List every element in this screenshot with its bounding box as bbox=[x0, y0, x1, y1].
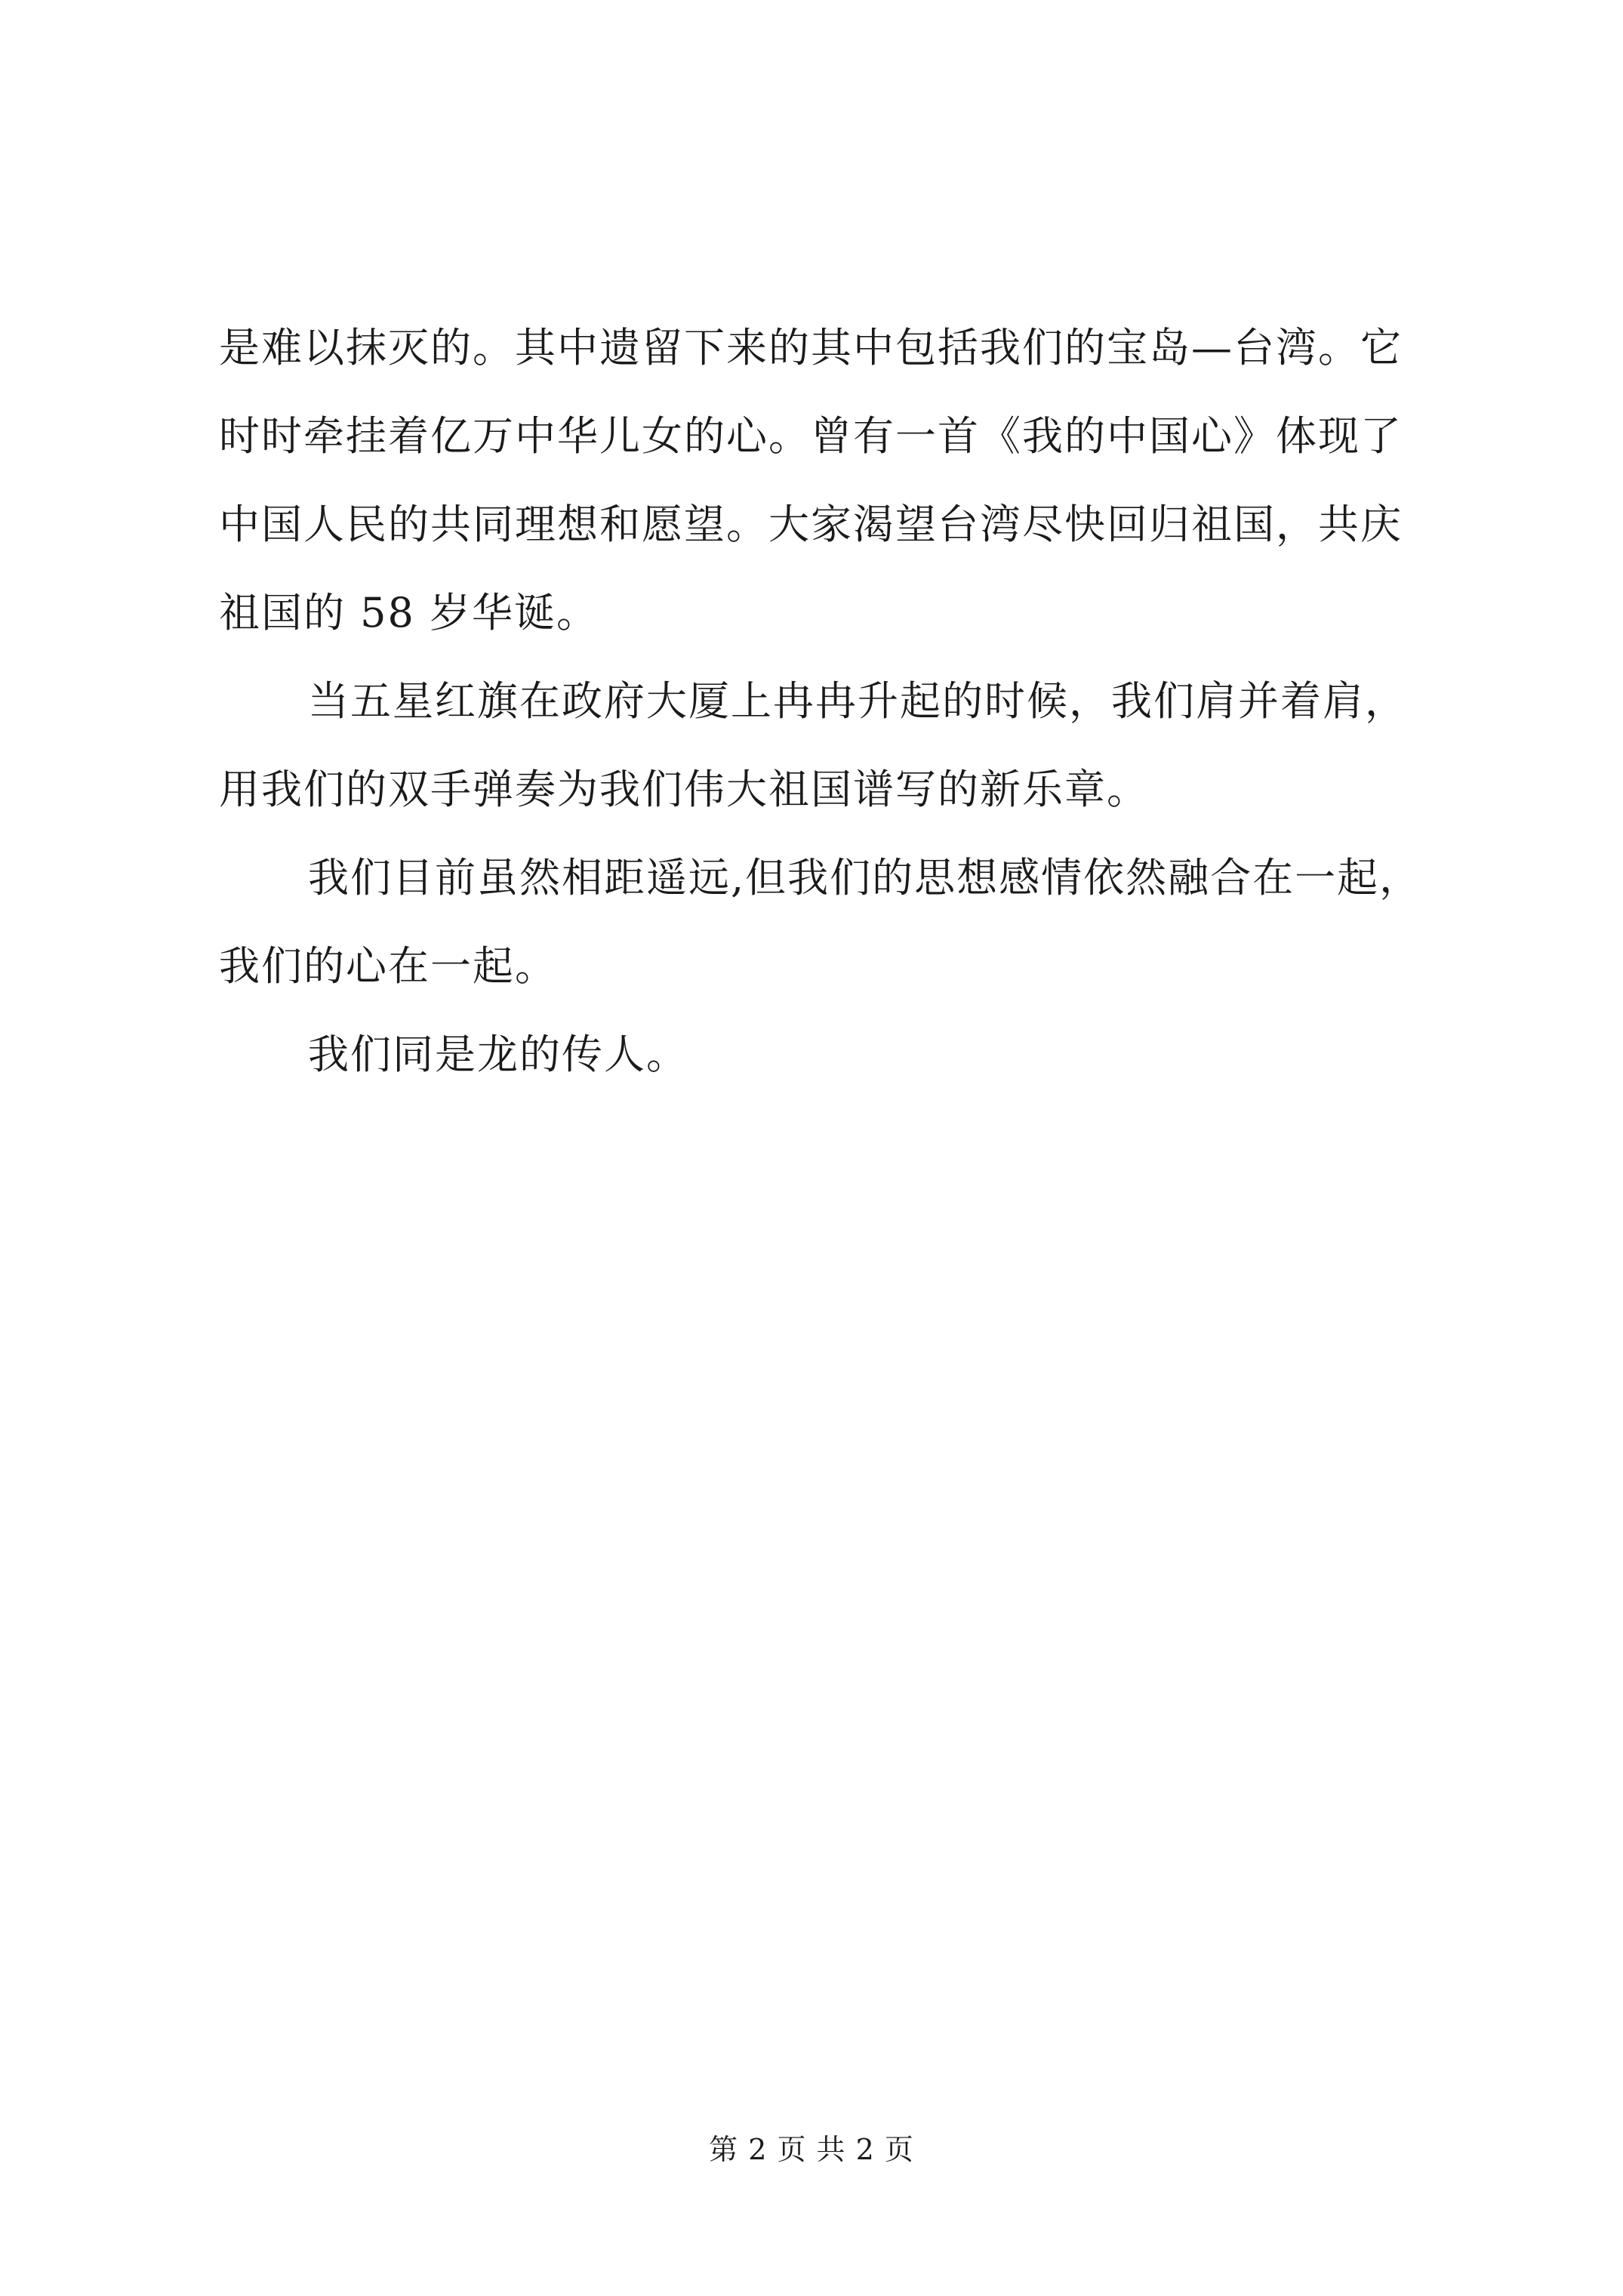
text-line: 我们的心在一起。 bbox=[219, 942, 557, 990]
text-line: 中国人民的共同理想和愿望。大家渴望台湾尽快回归祖国，共庆 bbox=[219, 501, 1403, 548]
text-line: 祖国的 58 岁华诞。 bbox=[219, 589, 599, 636]
paragraph-taiwan bbox=[219, 304, 1472, 657]
text-line: 当五星红旗在政府大厦上冉冉升起的时候，我们肩并着肩， bbox=[308, 677, 1407, 725]
text-line: 时时牵挂着亿万中华儿女的心。曾有一首《我的中国心》体现了 bbox=[219, 412, 1403, 460]
text-line: 用我们的双手弹奏为我们伟大祖国谱写的新乐章。 bbox=[219, 766, 1149, 813]
document-body bbox=[219, 304, 1472, 1099]
text-line: 是难以抹灭的。其中遗留下来的其中包括我们的宝岛—台湾。它 bbox=[219, 324, 1403, 371]
text-line: 我们同是龙的传人。 bbox=[308, 1031, 688, 1078]
page-number-footer: 第 2 页 共 2 页 bbox=[709, 2133, 914, 2166]
text-line: 我们目前虽然相距遥远,但我们的思想感情依然融合在一起， bbox=[308, 854, 1422, 901]
paragraph-distance bbox=[219, 834, 1472, 1010]
paragraph-flag bbox=[219, 657, 1472, 834]
paragraph-dragon bbox=[219, 1010, 1472, 1099]
